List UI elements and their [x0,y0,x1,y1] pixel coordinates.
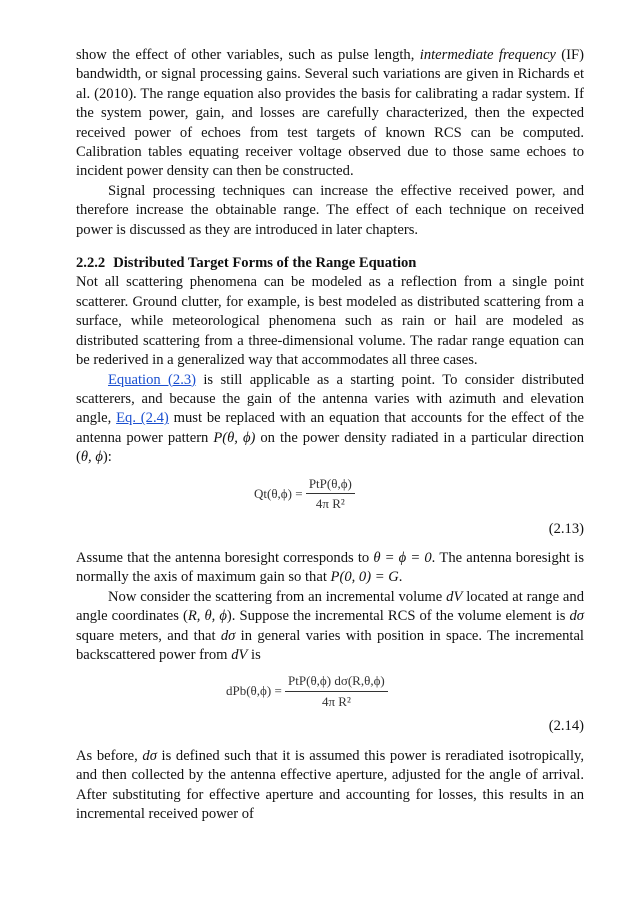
paragraph-text: As before, [76,747,143,764]
italic-math: dσ [569,608,584,625]
equation-number: (2.14) [548,718,584,735]
italic-math: θ = ϕ = 0 [373,549,432,566]
equation-lhs: dPb(θ,ϕ) = [226,683,282,699]
paragraph-text: ). Suppose the incremental RCS of the volume element is [226,608,570,625]
paragraph-text: on the power density radiated in a particular direction ( [76,429,584,466]
paragraph-text: square meters, and that [76,627,221,644]
paragraph-incremental-received-power [76,747,584,825]
paragraph-incremental-volume [76,588,584,666]
paragraph-distributed-scatterers: Not all scattering phenomena can be modeled as a reflection from a single point scatterer. Ground clutter, for example, is best modeled as distributed scattering from a surface, while meteorological phenomena such as rain or hail are modeled as distributed scattering from a three-dimensional volume. The radar range equation can be rederived in a generalized way that accommodates all three cases. [76,274,584,369]
paragraph-signal-processing: Signal processing techniques can increase the effective received power, and therefore increase the obtainable range. The effect of each technique on received power is discussed as they are introduced in later chapters. [76,182,584,238]
paragraph-text: show the effect of other variables, such as pulse length, [76,47,420,63]
equation-2-4-link[interactable]: Eq. (2.4) [116,410,169,427]
italic-math: P(θ, ϕ) [213,429,256,446]
equation-denominator: 4π R² [321,693,351,709]
equation-2-3-link[interactable]: Equation (2.3) [108,371,197,388]
paragraph-text: is still applicable as a starting point. To consider distributed scatterers, and because the gain of the antenna varies with azimuth and elevation angle, [76,371,584,427]
paragraph-text: is [247,646,261,663]
paragraph-text: . [398,569,403,586]
equation-lhs: Qt(θ,ϕ) = [254,485,303,501]
italic-math: dσ [220,627,236,644]
paragraph-text: located at range and angle coordinates ( [76,588,584,625]
section-heading [76,254,584,273]
section-number: 2.2.2 [76,255,106,272]
italic-term: intermediate frequency [419,47,556,63]
paragraph-text: Assume that the antenna boresight corresponds to [76,549,374,566]
paragraph-text: in general varies with position in space. The incremental backscattered power from [76,627,584,663]
paragraph-text: Now consider the scattering from an incremental volume [108,588,447,605]
paragraph-text: is defined such that it is assumed this power is reradiated isotropically, and then collected by the antenna effective aperture, adjusted for the angle of arrival. After substituting for effective aperture and accounting for losses, this results in an incremental received power of [76,747,584,822]
italic-math: R, θ, ϕ [187,608,227,625]
italic-math: P(0, 0) = G [330,569,399,586]
section-title: Distributed Target Forms of the Range Equation [113,255,417,272]
paragraph-antenna-pattern [76,371,584,468]
paragraph-text: ): [102,449,112,466]
paragraph-range-equation-uses [76,46,584,182]
italic-math: dV [231,646,248,663]
italic-math: θ, ϕ [80,449,103,466]
italic-math: dσ [142,747,157,764]
equation-numerator: PtP(θ,ϕ) [306,474,355,494]
equation-fraction [306,474,355,514]
paragraph-boresight [76,549,584,588]
equation-number: (2.13) [548,520,584,537]
paragraph-text: . The antenna boresight is normally the axis of maximum gain so that [76,549,584,586]
equation-2-13 [76,474,584,518]
equation-numerator: PtP(θ,ϕ) dσ(R,θ,ϕ) [285,671,388,691]
paragraph-text: (IF) bandwidth, or signal processing gains. Several such variations are given in Richards et al. (2010). The range equation also provides the basis for calibrating a radar system. If the system power, gain, and losses are carefully characterized, then the expected received power of echoes from test targets of known RCS can be computed. Calibration tables equating receiver voltage observed due to those same echoes to incident power density can then be constructed. [76,47,584,180]
equation-fraction [285,671,388,711]
document-page [76,46,584,824]
equation-denominator: 4π R² [315,495,345,511]
paragraph-text: must be replaced with an equation that accounts for the effect of the antenna power pattern [76,410,584,446]
italic-math: dV [446,588,463,605]
equation-2-14 [76,671,584,715]
